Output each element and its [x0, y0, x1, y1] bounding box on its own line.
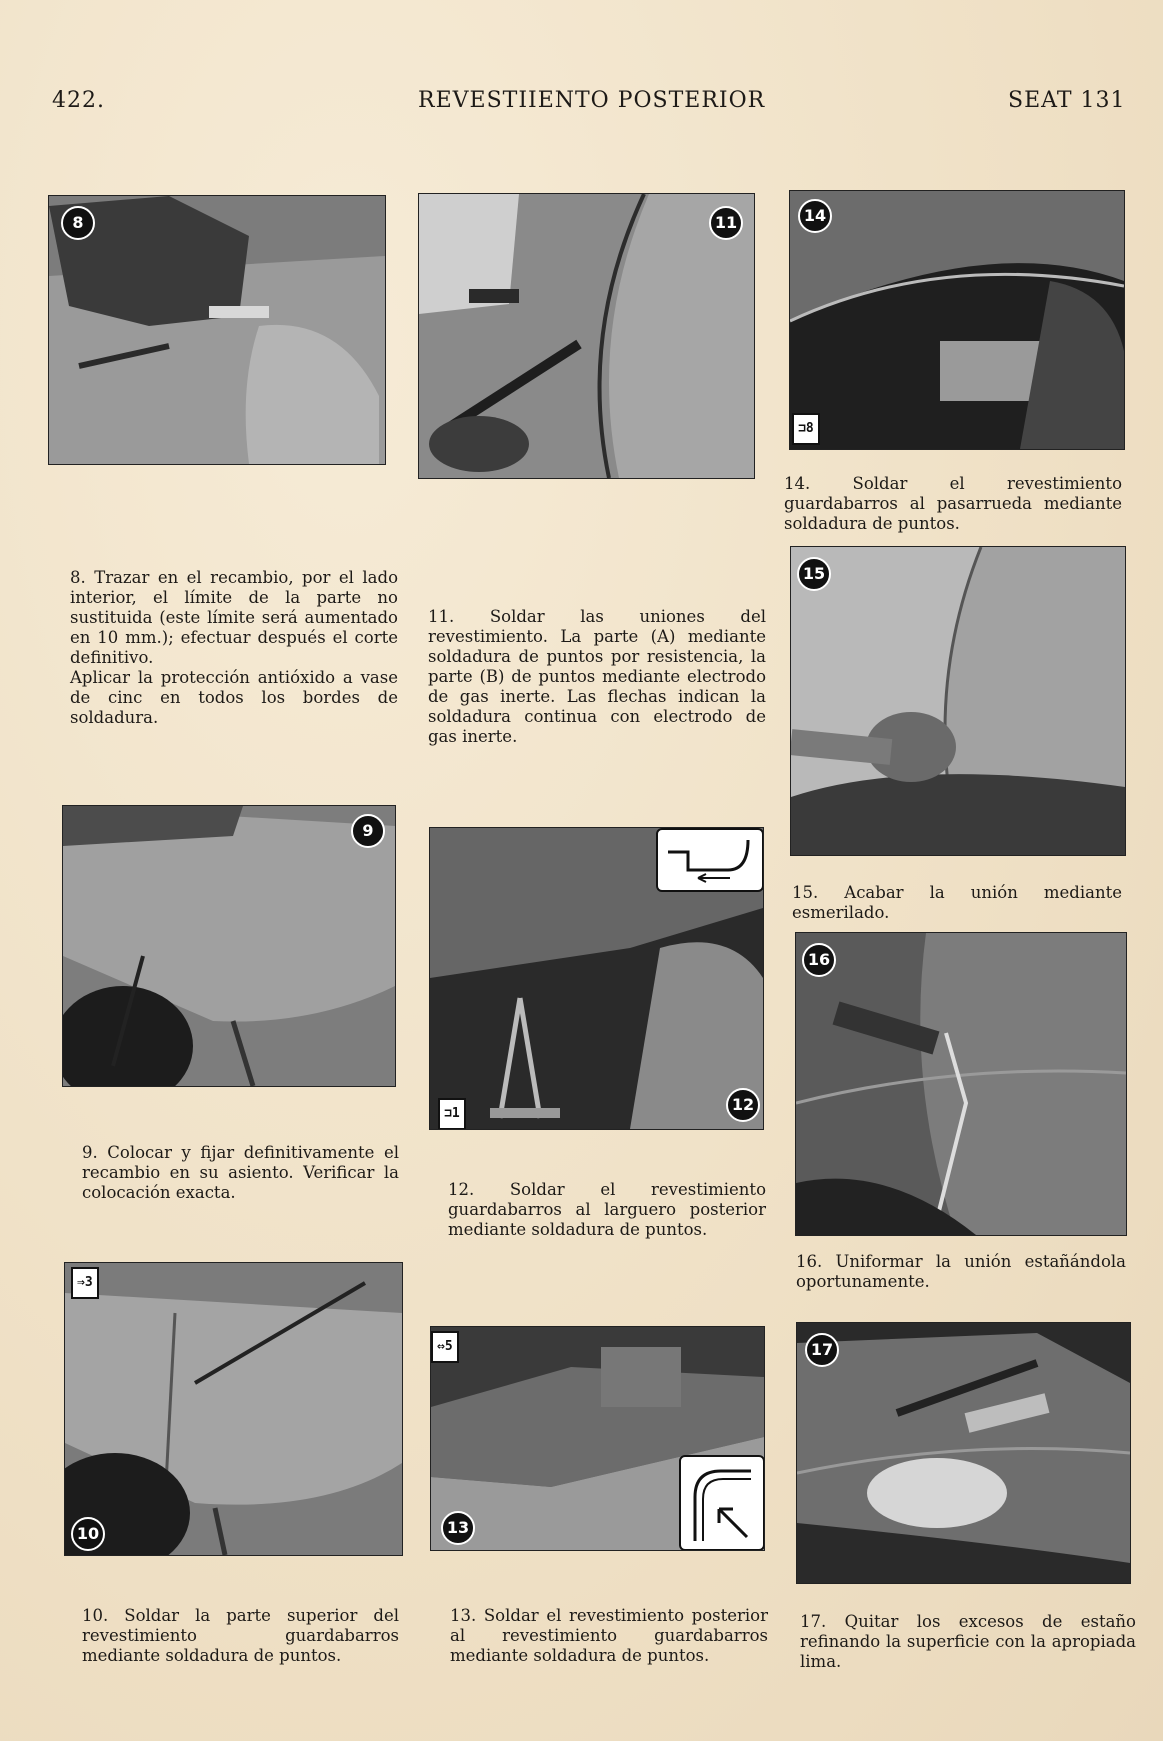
photo-number-badge: 11 — [709, 206, 743, 240]
car-model: SEAT 131 — [1008, 88, 1126, 113]
photo-17 — [796, 1322, 1131, 1584]
caption-16 — [796, 1252, 1126, 1292]
caption-15 — [792, 883, 1122, 923]
photo-14-illustration — [790, 191, 1124, 449]
photo-number-badge: 16 — [802, 943, 836, 977]
reference-number: 8 — [805, 421, 814, 436]
caption-12 — [448, 1180, 766, 1240]
photo-13 — [430, 1326, 765, 1551]
reference-number: 5 — [444, 1339, 453, 1354]
photo-8-illustration — [49, 196, 385, 464]
reference-number: 3 — [84, 1275, 93, 1290]
photo-17-illustration — [797, 1323, 1130, 1583]
caption-8-text: 8. Trazar en el recambio, por el lado interior, el límite de la parte no sustituida (este límite será aumentado en 10 mm.); efectuar después el corte definitivo. — [70, 568, 398, 667]
weld-diagram-icon — [658, 830, 762, 890]
caption-10 — [82, 1606, 399, 1666]
photo-10-illustration — [65, 1263, 402, 1555]
caption-17-text: 17. Quitar los excesos de estaño refinando la superficie con la apropiada lima. — [800, 1612, 1136, 1671]
tool-reference-icon: ⇔ — [437, 1339, 445, 1354]
caption-16-text: 16. Uniformar la unión estañándola oportunamente. — [796, 1252, 1126, 1291]
caption-13 — [450, 1606, 768, 1666]
photo-15-illustration — [791, 547, 1125, 855]
photo-number-badge: 14 — [798, 199, 832, 233]
caption-12-text: 12. Soldar el revestimiento guardabarros al larguero posterior mediante soldadura de puntos. — [448, 1180, 766, 1239]
page-title: REVESTIIENTO POSTERIOR — [418, 88, 766, 113]
reference-icon-box — [792, 413, 820, 445]
caption-9-text: 9. Colocar y fijar definitivamente el recambio en su asiento. Verificar la colocación exacta. — [82, 1143, 399, 1202]
caption-13-text: 13. Soldar el revestimiento posterior al revestimiento guardabarros mediante soldadura de puntos. — [450, 1606, 768, 1665]
reference-icon-box — [431, 1331, 459, 1363]
photo-16 — [795, 932, 1127, 1236]
caption-8 — [70, 568, 398, 728]
photo-number-badge: 9 — [351, 814, 385, 848]
caption-10-text: 10. Soldar la parte superior del revestimiento guardabarros mediante soldadura de puntos. — [82, 1606, 399, 1665]
caption-9 — [82, 1143, 399, 1203]
reference-number: 1 — [451, 1106, 460, 1121]
photo-12 — [429, 827, 764, 1130]
weld-diagram — [656, 828, 764, 892]
reference-icon-box — [438, 1098, 466, 1130]
reference-icon-box — [71, 1267, 99, 1299]
photo-number-badge: 15 — [797, 557, 831, 591]
caption-14-text: 14. Soldar el revestimiento guardabarros al pasarrueda mediante soldadura de puntos. — [784, 474, 1122, 533]
photo-number-badge: 8 — [61, 206, 95, 240]
tool-reference-icon: ⊐ — [798, 421, 806, 436]
caption-14 — [784, 474, 1122, 534]
photo-16-illustration — [796, 933, 1126, 1235]
photo-14 — [789, 190, 1125, 450]
photo-15 — [790, 546, 1126, 856]
photo-number-badge: 13 — [441, 1511, 475, 1545]
photo-8 — [48, 195, 386, 465]
photo-11-illustration — [419, 194, 754, 478]
photo-number-badge: 17 — [805, 1333, 839, 1367]
photo-9 — [62, 805, 396, 1087]
caption-11-text: 11. Soldar las uniones del revestimiento. La parte (A) mediante soldadura de puntos por resistencia, la parte (B) de puntos mediante electrodo de gas inerte. Las flechas indican la soldadura continua con electrodo de gas inerte. — [428, 607, 766, 746]
photo-10 — [64, 1262, 403, 1556]
tool-reference-icon: ⇒ — [77, 1275, 85, 1290]
caption-17 — [800, 1612, 1136, 1672]
page-number: 422. — [52, 88, 105, 113]
caption-8-text-2: Aplicar la protección antióxido a vase de cinc en todos los bordes de soldadura. — [70, 668, 398, 727]
weld-diagram-icon — [681, 1457, 763, 1549]
photo-number-badge: 10 — [71, 1517, 105, 1551]
photo-9-illustration — [63, 806, 395, 1086]
caption-15-text: 15. Acabar la unión mediante esmerilado. — [792, 883, 1122, 922]
tool-reference-icon: ⊐ — [444, 1106, 452, 1121]
weld-diagram — [679, 1455, 765, 1551]
caption-11 — [428, 607, 766, 747]
photo-11 — [418, 193, 755, 479]
photo-number-badge: 12 — [726, 1088, 760, 1122]
